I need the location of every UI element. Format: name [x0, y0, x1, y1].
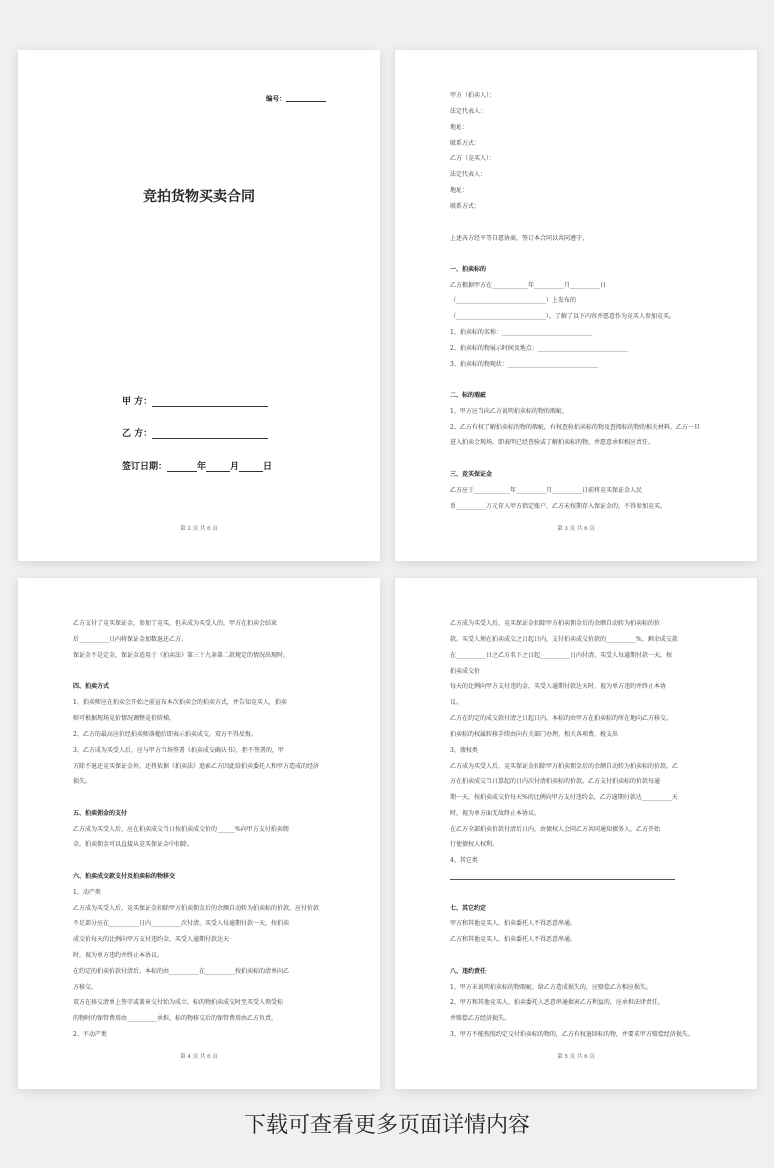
text-line: 联系方式： — [450, 203, 481, 210]
text-line: 在__________日之乙方名下之日起__________日内付清。买受人每逾期付款一天，按 — [450, 652, 673, 659]
text-line: 1、动产类 — [73, 889, 101, 896]
blank-rule — [450, 879, 675, 880]
section-heading: 一、拍卖标的 — [450, 266, 487, 273]
text-line: 拍卖标的权属转移手续由向有关部门办理，相关各项费，税支出 — [450, 731, 619, 738]
text-line: 方在拍卖成交当日算起的日内次付清拍卖标的价款。乙方支付拍卖标的价款每逾 — [450, 778, 661, 785]
text-line: 方移交。 — [73, 984, 98, 991]
party-a-label: 甲 方： — [122, 397, 153, 407]
section-heading: 四、拍卖方式 — [73, 683, 110, 690]
text-line: 每天的比例向甲方支付违约金，买受人逾期付款达天时，视为单方违约并终止本协 — [450, 683, 667, 690]
text-line: 联系方式： — [450, 140, 481, 147]
text-line: 3、债权类 — [450, 747, 478, 754]
party-b-label: 乙 方： — [122, 429, 153, 439]
party-b-field — [122, 430, 268, 439]
text-line: 损失。 — [73, 778, 92, 785]
text-line: 乙方和其他竞买人、拍卖委托人不得恶意串通。 — [450, 936, 577, 943]
text-line: 的物时的保管费用由__________承担，标的物移交后的保管费用由乙方负责。 — [73, 1015, 278, 1022]
text-line: 乙方在约定的成交款付清之日起日内，本标的由甲方在拍卖标的所在地向乙方移交。 — [450, 715, 673, 722]
text-line: 乙方成为买受人后，竞买保证金扣除甲方拍卖佣金后的余额自动转为拍卖标的价款。乙 — [450, 763, 679, 770]
text-line: 时，视为单方面无故终止本协议。 — [450, 810, 541, 817]
text-line: 在乙方全部拍卖价款付清后日内，由债权人会同乙方共同通知债务人，乙方开始 — [450, 826, 661, 833]
text-line: 时，视为单方违约并终止本协议。 — [73, 952, 164, 959]
text-line: 币__________万元存入甲方指定账户，乙方未按期存入保证金的，不得参加竞买。 — [450, 503, 667, 510]
section-heading: 三、竞买保证金 — [450, 471, 493, 478]
text-line: 1、拍卖师应在拍卖会开始之前宣布本次拍卖会的拍卖方式，并告知竞买人，拍卖 — [73, 699, 287, 706]
section-heading: 八、违约责任 — [450, 968, 487, 975]
text-line: 甲方（拍卖人）： — [450, 92, 496, 99]
text-line: 保证金不是定金，保证金适用于《拍卖法》第三十九条第二款规定的情况出现时。 — [73, 652, 290, 659]
text-line: 2、乙方的最高应价经拍卖师落槌后即表示拍卖成交，双方不得反悔。 — [73, 731, 257, 738]
party-a-blank — [152, 399, 268, 407]
text-line: 乙方成为买受人后，竞买保证金扣除甲方拍卖佣金后的余额自动转为拍卖标的价款，应付价款 — [73, 905, 320, 912]
text-line: 并赔偿乙方经济损失。 — [450, 1015, 511, 1022]
text-line: 进入拍卖会现场，即表明已经查验或了解拍卖标的物，并愿意承担相应责任。 — [450, 439, 655, 446]
text-line: 拍卖成交价 — [450, 668, 481, 675]
section-heading: 五、拍卖佣金的支付 — [73, 810, 128, 817]
text-line: 3、乙方成为买受人后，应与甲方当场签署《拍卖成交确认书》，拒不签署的，甲 — [73, 747, 284, 754]
text-line: 法定代表人： — [450, 171, 487, 178]
contract-page-cover — [18, 50, 380, 561]
serial-number — [266, 94, 326, 102]
text-line: 2、甲方和其他竞买人、拍卖委托人恶意串通损害乙方利益的，应承担法律责任， — [450, 999, 664, 1006]
contract-page-4 — [18, 578, 380, 1089]
year-label: 年 — [197, 462, 207, 472]
text-line: 3、拍卖标的物现状：______________________________ — [450, 361, 598, 368]
contract-page-5 — [395, 578, 757, 1089]
month-blank — [206, 464, 230, 472]
page-title: 竞拍货物买卖合同 — [143, 189, 255, 205]
text-line: 乙方（竞买人）： — [450, 155, 496, 162]
text-line: 甲方和其他竞买人、拍卖委托人不得恶意串通。 — [450, 920, 577, 927]
text-line: 1、甲方应当向乙方说明拍卖标的物的瑕疵。 — [450, 408, 568, 415]
text-line: 成交价每天的比例向甲方支付违约金，买受人逾期付款达天 — [73, 936, 230, 943]
text-line: 金。拍卖佣金可以直接从竞买保证金中扣除。 — [73, 841, 194, 848]
text-line: 双方在移交清单上签字或盖章交付始为成立。标的物拍卖成交时至买受人领受标 — [73, 999, 284, 1006]
text-line: 1、甲方未说明拍卖标的物瑕疵，给乙方造成损失的，应赔偿乙方相应损失。 — [450, 984, 652, 991]
text-line: 1、拍卖标的名称：______________________________ — [450, 329, 592, 336]
text-line: 乙方成为买受人后，竞买保证金扣除甲方拍卖佣金后的余额自动转为拍卖标的价 — [450, 620, 661, 627]
text-line: 后__________日内将保证金加数退还乙方。 — [73, 636, 188, 643]
text-line: 议。 — [450, 699, 463, 706]
sign-date-field — [122, 463, 272, 472]
text-line: 2、拍卖标的物展示时间及地点：______________________________ — [450, 345, 628, 352]
text-line: 师可根据现场竞价情况调整竞价阶梯。 — [73, 715, 176, 722]
text-line: （______________________________）上发布的 — [450, 297, 577, 304]
page-footer: 第 5 页 共 6 页 — [557, 1054, 595, 1060]
day-label: 日 — [263, 462, 273, 472]
section-heading: 七、其它约定 — [450, 905, 487, 912]
text-line: 2、乙方有权了解拍卖标的物的瑕疵，有权查验拍卖标的物及查阅标的物的相关材料。乙方一旦 — [450, 424, 700, 431]
text-line: 4、其它类 — [450, 857, 478, 864]
page-footer: 第 3 页 共 6 页 — [557, 526, 595, 532]
text-line: 行使债权人权利。 — [450, 841, 499, 848]
month-label: 月 — [230, 462, 240, 472]
party-a-field — [122, 398, 268, 407]
party-b-blank — [152, 431, 268, 439]
text-line: 3、甲方不能按照约定交付拍卖标的物的，乙方有权退回标的物，并要求甲方赔偿经济损失。 — [450, 1031, 694, 1038]
text-line: 上述各方经平等自愿协商，签订本合同以共同遵守。 — [450, 235, 589, 242]
sign-date-label: 签订日期： — [122, 462, 168, 472]
page-footer: 第 2 页 共 6 页 — [180, 526, 218, 532]
text-line: 地址： — [450, 124, 469, 131]
download-caption: 下载可查看更多页面详情内容 — [243, 1113, 530, 1138]
text-line: 乙方支付了竞买保证金，参加了竞买，但未成为买受人的，甲方在拍卖会结束 — [73, 620, 278, 627]
text-line: 乙方成为买受人后，应在拍卖成交当日按拍卖成交价的______%向甲方支付拍卖佣 — [73, 826, 289, 833]
text-line: 2、不动产类 — [73, 1031, 107, 1038]
section-heading: 六、拍卖成交款支付及拍卖标的物移交 — [73, 873, 176, 880]
year-blank — [167, 464, 197, 472]
text-line: 方除不退还竞买保证金外，还将依据《拍卖法》追索乙方因此给拍卖委托人和甲方造成的经济 — [73, 763, 320, 770]
section-heading: 二、标的瑕疵 — [450, 392, 487, 399]
text-line: 乙方应于____________年__________月__________日前将竞买保证金人民 — [450, 487, 643, 494]
serial-blank — [286, 94, 326, 102]
text-line: 乙方根据甲方在____________年__________月__________日 — [450, 282, 607, 289]
serial-label: 编号： — [266, 94, 286, 103]
text-line: 地址： — [450, 187, 469, 194]
text-line: 期一天，按拍卖成交价每天%的比例向甲方支付违约金，乙方逾期付款达__________天 — [450, 794, 678, 801]
text-line: 在约定的拍卖价款付清后，本标的由__________在__________按拍卖标的清单向乙 — [73, 968, 290, 975]
text-line: （______________________________），了解了以下内容并愿意作为竞买人参加竞买。 — [450, 313, 676, 320]
page-footer: 第 4 页 共 6 页 — [180, 1054, 218, 1060]
contract-page-3 — [395, 50, 757, 561]
day-blank — [239, 464, 263, 472]
text-line: 款。买受人须在拍卖成交之日起日内，支付拍卖成交价款的__________%，剩余成交款 — [450, 636, 678, 643]
text-line: 不足部分应在__________日内__________次付清。买受人每逾期付款一天，按拍卖 — [73, 920, 290, 927]
text-line: 法定代表人： — [450, 108, 487, 115]
